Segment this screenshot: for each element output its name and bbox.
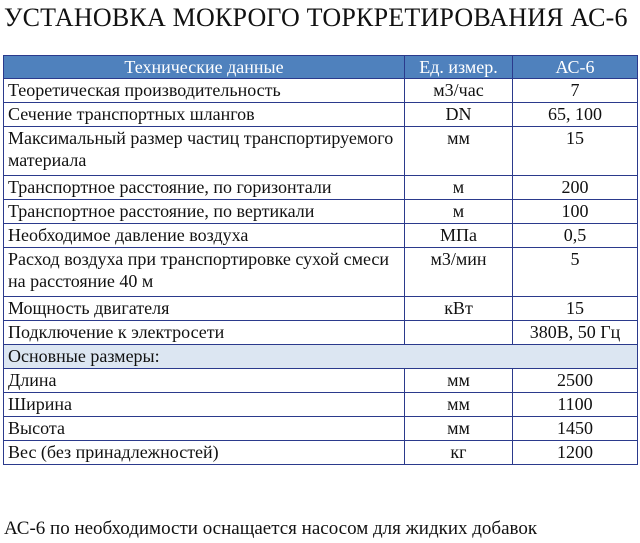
table-row [4,321,638,345]
param-cell: Высота [4,417,405,441]
section-row [4,345,638,369]
unit-cell: мм [405,369,513,393]
unit-cell: мм [405,417,513,441]
param-cell: Мощность двигателя [4,297,405,321]
value-cell: 1200 [513,441,638,465]
value-cell: 200 [513,176,638,200]
param-cell: Ширина [4,393,405,417]
header-model: АС-6 [513,56,638,79]
page-title: УСТАНОВКА МОКРОГО ТОРКРЕТИРОВАНИЯ АС-6 [4,3,628,32]
unit-cell: кВт [405,297,513,321]
unit-cell: МПа [405,224,513,248]
value-cell: 100 [513,200,638,224]
table-row [4,79,638,103]
table-row [4,393,638,417]
unit-cell [405,321,513,345]
table-row [4,103,638,127]
unit-cell: мм [405,393,513,417]
table-row [4,369,638,393]
table-row [4,297,638,321]
table-row [4,127,638,176]
value-cell: 380В, 50 Гц [513,321,638,345]
param-cell: Теоретическая производительность [4,79,405,103]
param-cell: Длина [4,369,405,393]
value-cell: 1450 [513,417,638,441]
header-parameter: Технические данные [4,56,405,79]
footnote: АС-6 по необходимости оснащается насосом для жидких добавок [4,518,538,539]
param-cell: Максимальный размер частиц транспортируемого материала [4,127,405,176]
table-row [4,417,638,441]
specs-table [3,55,638,465]
table-row [4,176,638,200]
value-cell: 7 [513,79,638,103]
value-cell: 65, 100 [513,103,638,127]
param-cell: Подключение к электросети [4,321,405,345]
header-unit: Ед. измер. [405,56,513,79]
table-row [4,200,638,224]
value-cell: 15 [513,297,638,321]
unit-cell: м3/час [405,79,513,103]
unit-cell: м3/мин [405,248,513,297]
unit-cell: м [405,200,513,224]
value-cell: 1100 [513,393,638,417]
table-row [4,441,638,465]
param-cell: Транспортное расстояние, по горизонтали [4,176,405,200]
value-cell: 15 [513,127,638,176]
table-row [4,248,638,297]
section-label: Основные размеры: [4,345,638,369]
unit-cell: кг [405,441,513,465]
unit-cell: мм [405,127,513,176]
table-header-row [4,56,638,79]
param-cell: Необходимое давление воздуха [4,224,405,248]
param-cell: Вес (без принадлежностей) [4,441,405,465]
param-cell: Транспортное расстояние, по вертикали [4,200,405,224]
param-cell: Сечение транспортных шлангов [4,103,405,127]
unit-cell: DN [405,103,513,127]
param-cell: Расход воздуха при транспортировке сухой смеси на расстояние 40 м [4,248,405,297]
value-cell: 2500 [513,369,638,393]
table-row [4,224,638,248]
value-cell: 0,5 [513,224,638,248]
unit-cell: м [405,176,513,200]
value-cell: 5 [513,248,638,297]
